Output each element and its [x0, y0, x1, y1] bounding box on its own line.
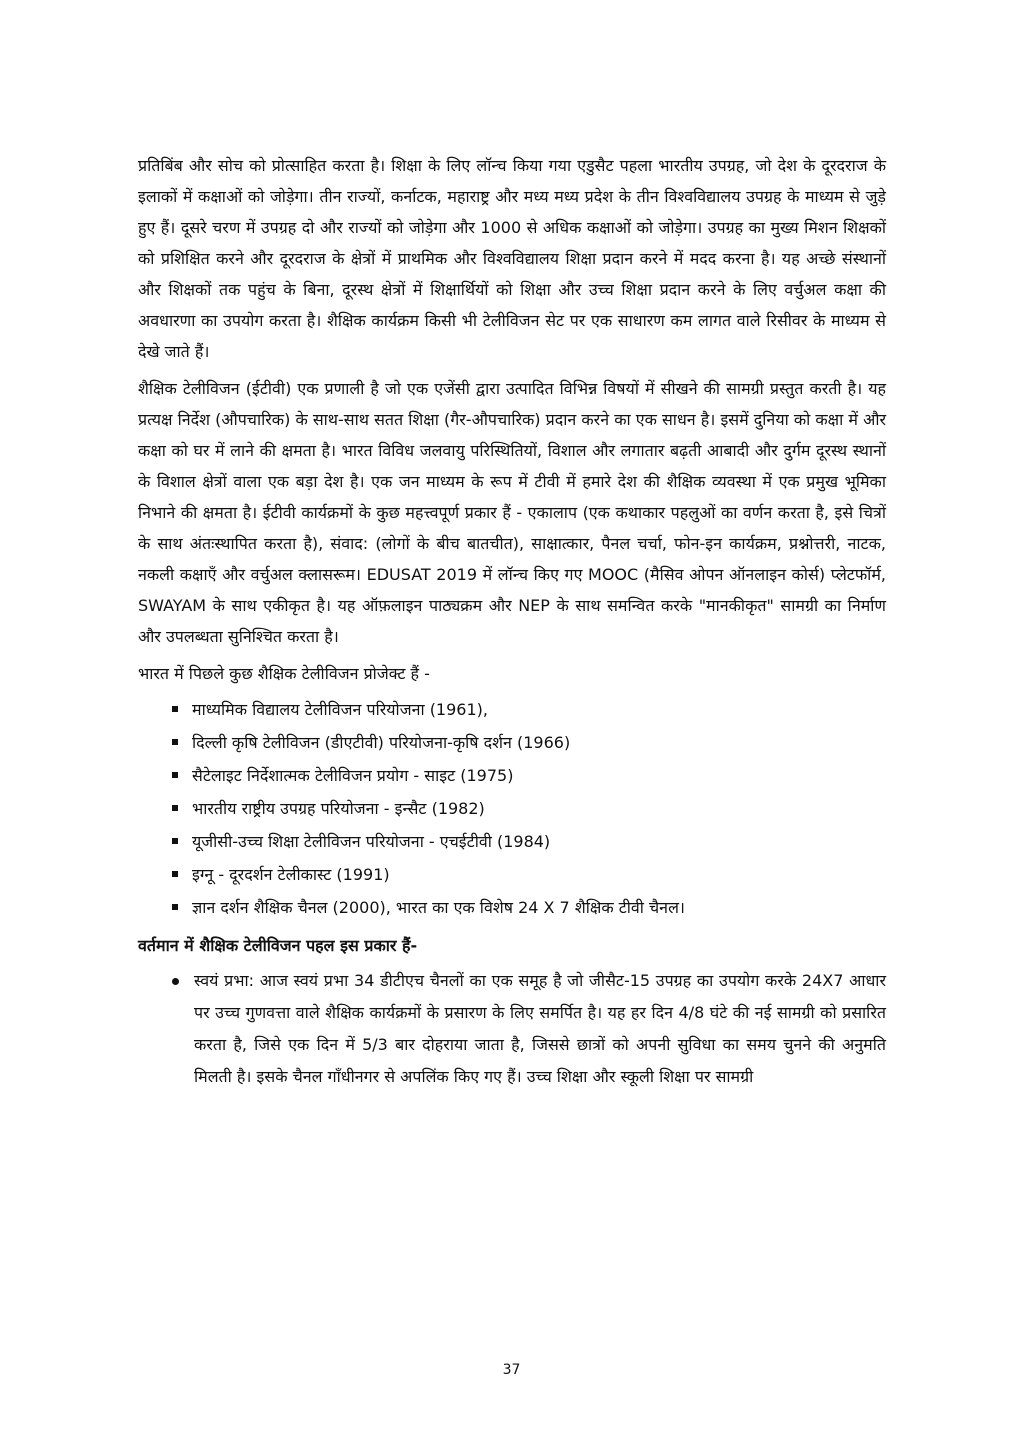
document-page — [138, 150, 886, 1093]
paragraph-etv: शैक्षिक टेलीविजन (ईटीवी) एक प्रणाली है जो एक एजेंसी द्वारा उत्पादित विभिन्न विषयों में सीखने की सामग्री प्रस्तुत करती है। यह प्रत्यक्ष निर्देश (औपचारिक) के साथ-साथ सतत शिक्षा (गैर-औपचारिक) प्रदान करने का एक साधन है। इसमें दुनिया को कक्षा में और कक्षा को घर में लाने की क्षमता है। भारत विविध जलवायु परिस्थितियों, विशाल और लगातार बढ़ती आबादी और दुर्गम दूरस्थ स्थानों के विशाल क्षेत्रों वाला एक बड़ा देश है। एक जन माध्यम के रूप में टीवी में हमारे देश की शैक्षिक व्यवस्था में एक प्रमुख भूमिका निभाने की क्षमता है। ईटीवी कार्यक्रमों के कुछ महत्त्वपूर्ण प्रकार हैं - एकालाप (एक कथाकार पहलुओं का वर्णन करता है, इसे चित्रों के साथ अंतःस्थापित करता है), संवाद: (लोगों के बीच बातचीत), साक्षात्कार, पैनल चर्चा, फोन-इन कार्यक्रम, प्रश्नोत्तरी, नाटक, नकली कक्षाएँ और वर्चुअल क्लासरूम। EDUSAT 2019 में लॉन्च किए गए MOOC (मैसिव ओपन ऑनलाइन कोर्स) प्लेटफॉर्म, SWAYAM के साथ एकीकृत है। यह ऑफ़लाइन पाठ्यक्रम और NEP के साथ समन्वित करके "मानकीकृत" सामग्री का निर्माण और उपलब्धता सुनिश्चित करता है। — [138, 379, 886, 646]
projects-list — [138, 693, 886, 924]
list-item: दिल्ली कृषि टेलीविजन (डीएटीवी) परियोजना-कृषि दर्शन (1966) — [138, 726, 886, 759]
square-bullet-icon — [172, 838, 178, 844]
list-item: स्वयं प्रभा: आज स्वयं प्रभा 34 डीटीएच चैनलों का एक समूह है जो जीसैट-15 उपग्रह का उपयोग करके 24X7 आधार पर उच्च गुणवत्ता वाले शैक्षिक कार्यक्रमों के प्रसारण के लिए समर्पित है। यह हर दिन 4/8 घंटे की नई सामग्री को प्रसारित करता है, जिसे एक दिन में 5/3 बार दोहराया जाता है, जिससे छात्रों को अपनी सुविधा का समय चुनने की अनुमति मिलती है। इसके चैनल गाँधीनगर से अपलिंक किए गए हैं। उच्च शिक्षा और स्कूली शिक्षा पर सामग्री — [138, 965, 886, 1093]
list-item: भारतीय राष्ट्रीय उपग्रह परियोजना - इन्सैट (1982) — [138, 792, 886, 825]
round-bullet-icon — [172, 978, 179, 985]
list-item: माध्यमिक विद्यालय टेलीविजन परियोजना (1961), — [138, 693, 886, 726]
square-bullet-icon — [172, 739, 178, 745]
list-item: यूजीसी-उच्च शिक्षा टेलीविजन परियोजना - एचईटीवी (1984) — [138, 825, 886, 858]
square-bullet-icon — [172, 871, 178, 877]
paragraph-edusat: प्रतिबिंब और सोच को प्रोत्साहित करता है। शिक्षा के लिए लॉन्च किया गया एडुसैट पहला भारतीय उपग्रह, जो देश के दूरदराज के इलाकों में कक्षाओं को जोड़ेगा। तीन राज्यों, कर्नाटक, महाराष्ट्र और मध्य मध्य प्रदेश के तीन विश्वविद्यालय उपग्रह के माध्यम से जुड़े हुए हैं। दूसरे चरण में उपग्रह दो और राज्यों को जोड़ेगा और 1000 से अधिक कक्षाओं को जोड़ेगा। उपग्रह का मुख्य मिशन शिक्षकों को प्रशिक्षित करने और दूरदराज के क्षेत्रों में प्राथमिक और विश्वविद्यालय शिक्षा प्रदान करने में मदद करना है। यह अच्छे संस्थानों और शिक्षकों तक पहुंच के बिना, दूरस्थ क्षेत्रों में शिक्षार्थियों को शिक्षा और उच्च शिक्षा प्रदान करने के लिए वर्चुअल कक्षा की अवधारणा का उपयोग करता है। शैक्षिक कार्यक्रम किसी भी टेलीविजन सेट पर एक साधारण कम लागत वाले रिसीवर के माध्यम से देखे जाते हैं। — [138, 156, 886, 361]
square-bullet-icon — [172, 805, 178, 811]
page-number: 37 — [502, 1362, 521, 1378]
list-item: इग्नू - दूरदर्शन टेलीकास्ट (1991) — [138, 858, 886, 891]
square-bullet-icon — [172, 772, 178, 778]
square-bullet-icon — [172, 706, 178, 712]
list-item: ज्ञान दर्शन शैक्षिक चैनल (2000), भारत का एक विशेष 24 X 7 शैक्षिक टीवी चैनल। — [138, 891, 886, 924]
list-item: सैटेलाइट निर्देशात्मक टेलीविजन प्रयोग - साइट (1975) — [138, 759, 886, 792]
initiatives-list — [138, 965, 886, 1093]
initiatives-heading: वर्तमान में शैक्षिक टेलीविजन पहल इस प्रकार हैं- — [138, 936, 418, 955]
projects-intro: भारत में पिछले कुछ शैक्षिक टेलीविजन प्रोजेक्ट हैं - — [138, 664, 430, 683]
square-bullet-icon — [172, 904, 178, 910]
